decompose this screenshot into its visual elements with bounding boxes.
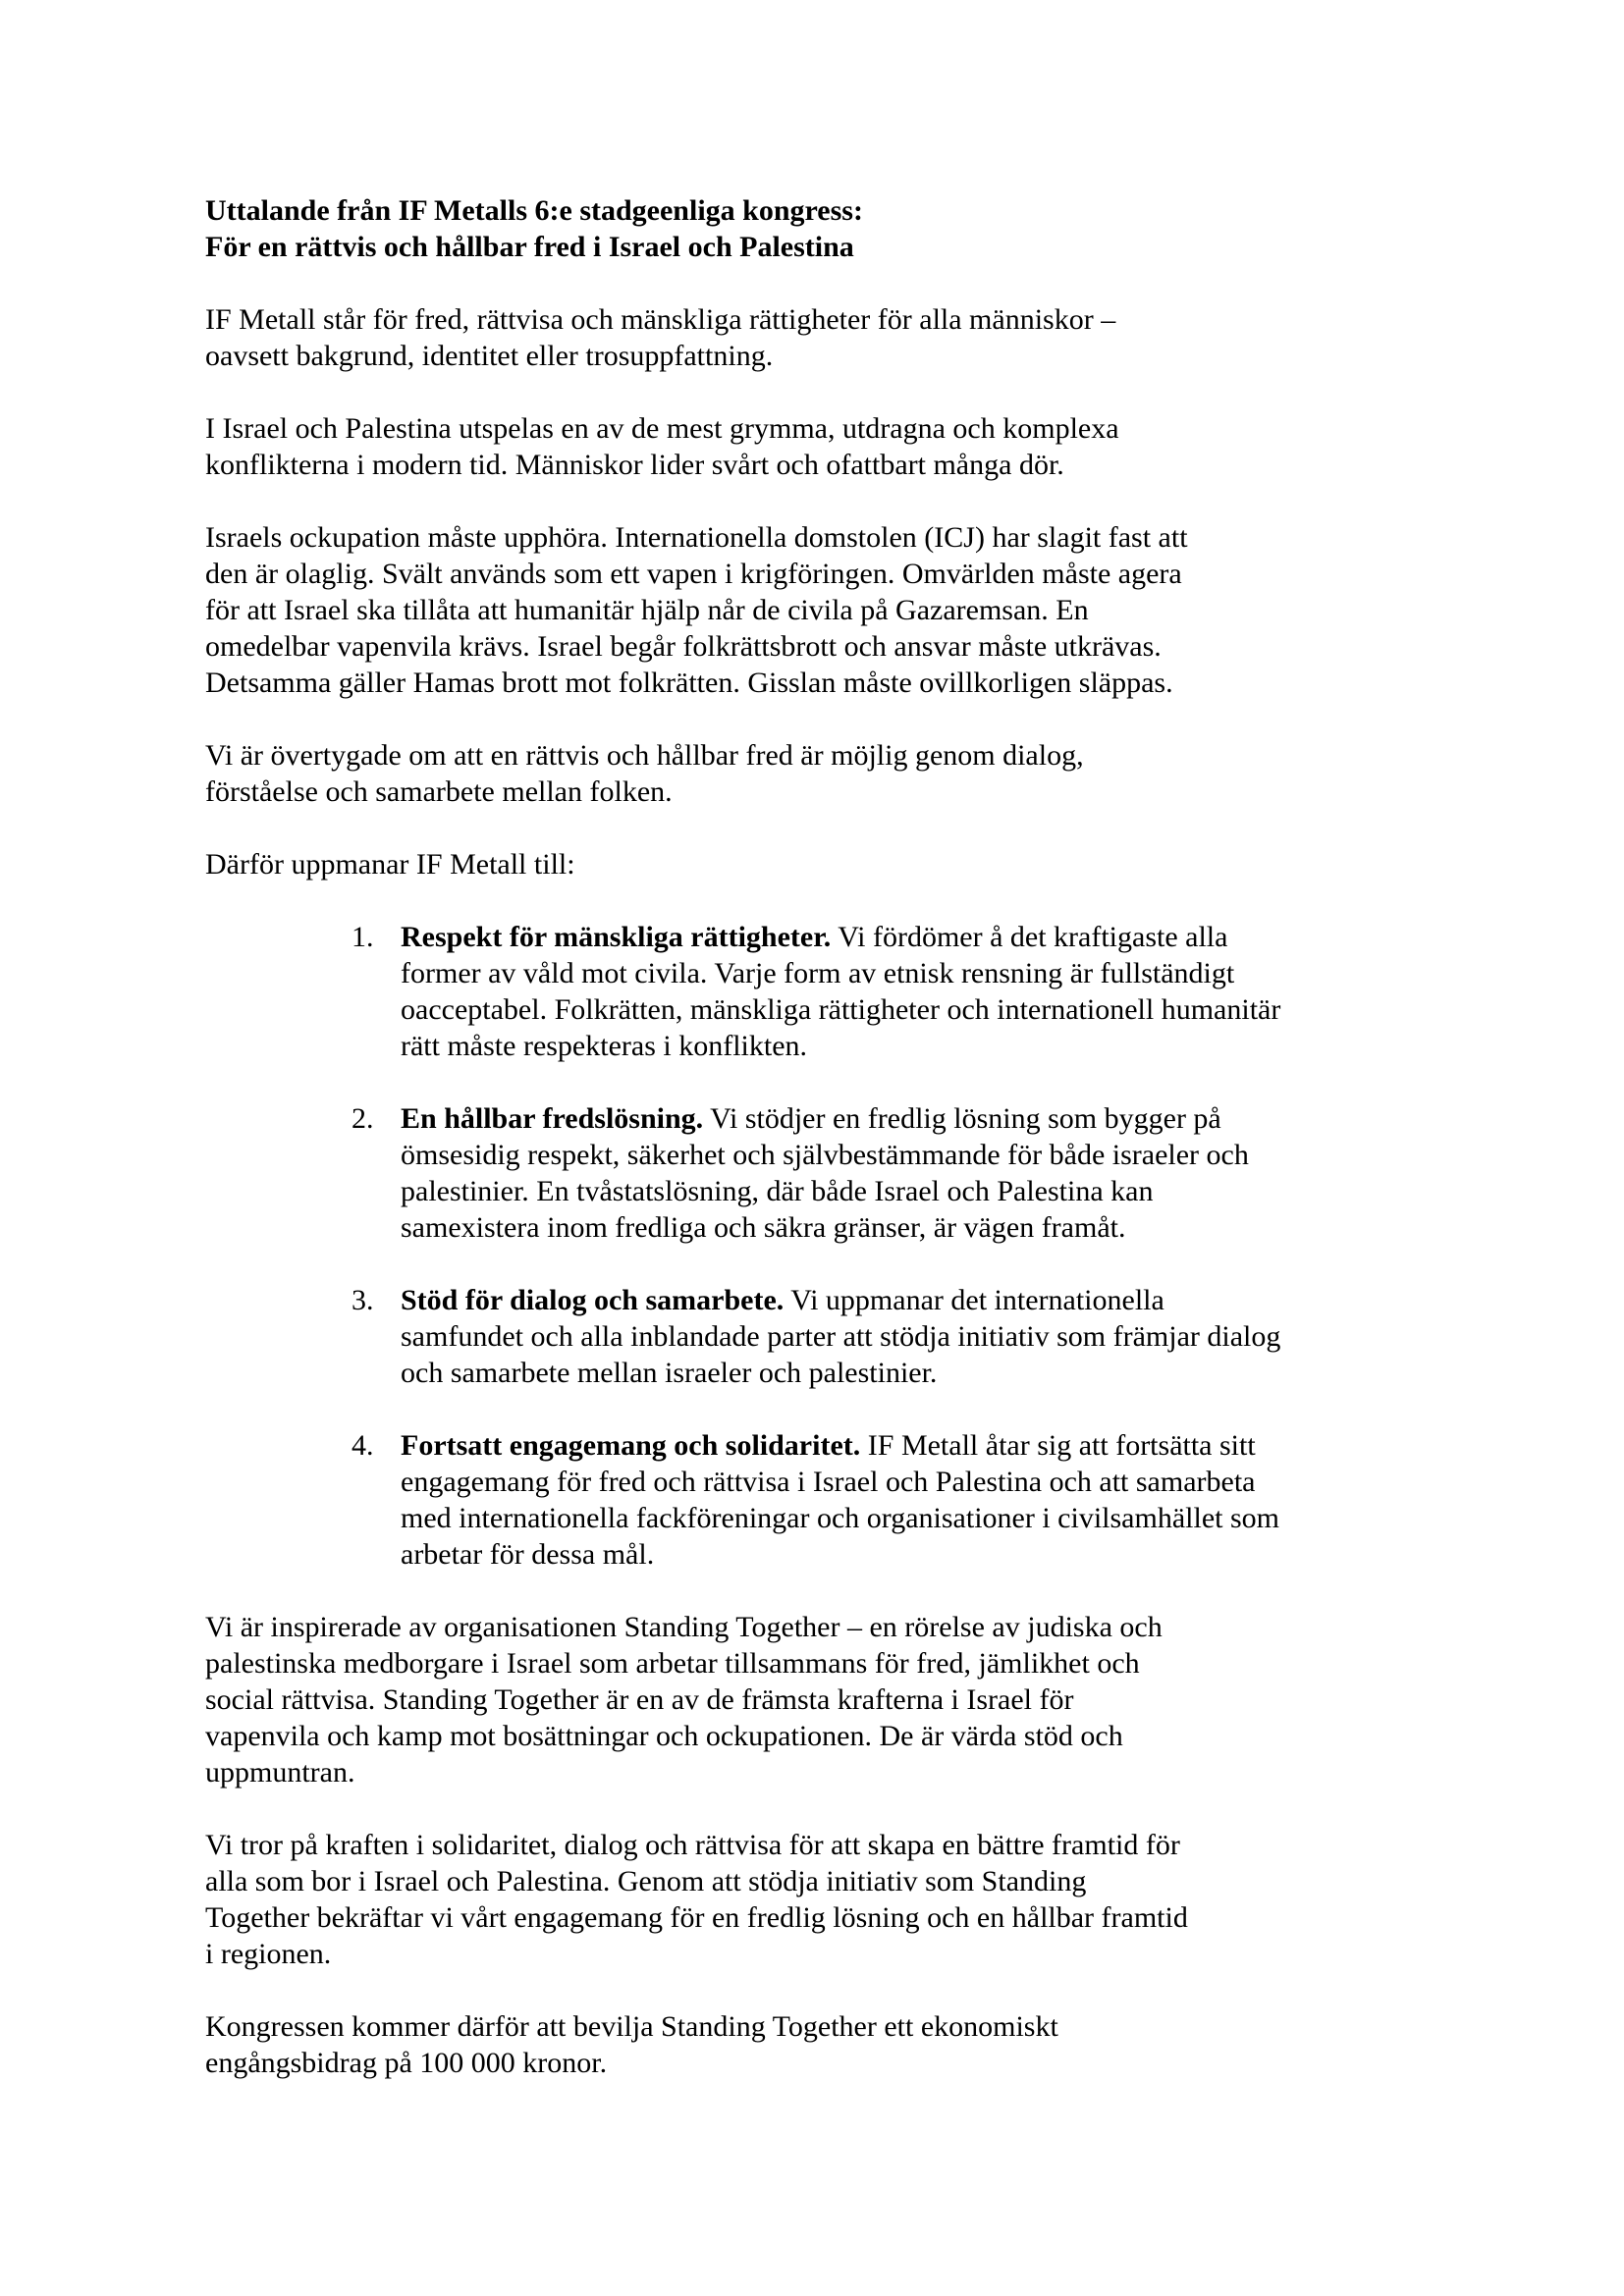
list-item-number: 4. bbox=[352, 1429, 374, 1462]
list-item-number: 2. bbox=[352, 1102, 374, 1135]
list-item-lead: Stöd för dialog och samarbete. bbox=[401, 1284, 785, 1316]
paragraph-line: den är olaglig. Svält används som ett vapen i krigföringen. Omvärlden måste agera bbox=[205, 558, 1182, 590]
paragraph bbox=[205, 737, 1364, 810]
list-item-line bbox=[401, 1427, 1364, 1464]
list-item-line: palestinier. En tvåstatslösning, där både Israel och Palestina kan bbox=[401, 1175, 1154, 1207]
list-item bbox=[205, 1282, 1364, 1391]
paragraph-line: uppmuntran. bbox=[205, 1756, 355, 1789]
paragraph-line: Together bekräftar vi vårt engagemang för en fredlig lösning och en hållbar framtid bbox=[205, 1901, 1188, 1934]
title-line: För en rättvis och hållbar fred i Israel och Palestina bbox=[205, 231, 854, 263]
list-item bbox=[205, 1427, 1364, 1573]
paragraph-line: engångsbidrag på 100 000 kronor. bbox=[205, 2047, 608, 2079]
paragraph-line: alla som bor i Israel och Palestina. Genom att stödja initiativ som Standing bbox=[205, 1865, 1087, 1897]
paragraph-line: Israels ockupation måste upphöra. Internationella domstolen (ICJ) har slagit fast att bbox=[205, 521, 1188, 554]
list-item-line: former av våld mot civila. Varje form av etnisk rensning är fullständigt bbox=[401, 957, 1235, 989]
list-item-line: samfundet och alla inblandade parter att stödja initiativ som främjar dialog bbox=[401, 1320, 1281, 1353]
paragraph bbox=[205, 1827, 1364, 1972]
paragraph-line: vapenvila och kamp mot bosättningar och ockupationen. De är värda stöd och bbox=[205, 1720, 1123, 1752]
list-item bbox=[205, 919, 1364, 1064]
paragraph bbox=[205, 301, 1364, 374]
paragraph-line: IF Metall står för fred, rättvisa och mänskliga rättigheter för alla människor – bbox=[205, 303, 1116, 336]
paragraph-line: för att Israel ska tillåta att humanitär hjälp når de civila på Gazaremsan. En bbox=[205, 594, 1089, 626]
list-item-line: rätt måste respekteras i konflikten. bbox=[401, 1030, 808, 1062]
paragraph-line: social rättvisa. Standing Together är en av de främsta krafterna i Israel för bbox=[205, 1683, 1074, 1716]
list-item-number: 1. bbox=[352, 921, 374, 953]
list-item-lead: Respekt för mänskliga rättigheter. bbox=[401, 921, 832, 953]
paragraph-line: Vi tror på kraften i solidaritet, dialog och rättvisa för att skapa en bättre framtid för bbox=[205, 1829, 1180, 1861]
paragraph-line: Vi är inspirerade av organisationen Standing Together – en rörelse av judiska och bbox=[205, 1611, 1163, 1643]
paragraph-line: i regionen. bbox=[205, 1938, 332, 1970]
list-item-line: engagemang för fred och rättvisa i Israel och Palestina och att samarbeta bbox=[401, 1466, 1256, 1498]
paragraph-line: Detsamma gäller Hamas brott mot folkrätten. Gisslan måste ovillkorligen släppas. bbox=[205, 667, 1173, 699]
paragraph-line: omedelbar vapenvila krävs. Israel begår folkrättsbrott och ansvar måste utkrävas. bbox=[205, 630, 1162, 663]
list-item-line: samexistera inom fredliga och säkra gränser, är vägen framåt. bbox=[401, 1211, 1126, 1244]
paragraph-line: Kongressen kommer därför att bevilja Standing Together ett ekonomiskt bbox=[205, 2010, 1058, 2043]
list-item-line-text: Vi stödjer en fredlig lösning som bygger på bbox=[710, 1102, 1221, 1135]
document-title bbox=[205, 192, 1364, 265]
list-item-line: med internationella fackföreningar och organisationer i civilsamhället som bbox=[401, 1502, 1279, 1534]
paragraph-line: förståelse och samarbete mellan folken. bbox=[205, 775, 673, 808]
list-item-line bbox=[401, 1282, 1364, 1318]
list-item-line-text: IF Metall åtar sig att fortsätta sitt bbox=[867, 1429, 1256, 1462]
paragraph-line: Vi är övertygade om att en rättvis och hållbar fred är möjlig genom dialog, bbox=[205, 739, 1084, 772]
list-item-line: oacceptabel. Folkrätten, mänskliga rättigheter och internationell humanitär bbox=[401, 993, 1281, 1026]
list-item-line: ömsesidig respekt, säkerhet och självbestämmande för både israeler och bbox=[401, 1139, 1249, 1171]
paragraph bbox=[205, 519, 1364, 701]
list-item-line-text: Vi fördömer å det kraftigaste alla bbox=[838, 921, 1228, 953]
list-item-line: och samarbete mellan israeler och palestinier. bbox=[401, 1357, 938, 1389]
title-line: Uttalande från IF Metalls 6:e stadgeenliga kongress: bbox=[205, 194, 863, 227]
paragraph bbox=[205, 2008, 1364, 2081]
paragraph bbox=[205, 1609, 1364, 1790]
list-item-line-text: Vi uppmanar det internationella bbox=[790, 1284, 1164, 1316]
list-item-line: arbetar för dessa mål. bbox=[401, 1538, 655, 1571]
paragraph bbox=[205, 410, 1364, 483]
numbered-list bbox=[205, 919, 1364, 1573]
paragraph-line: palestinska medborgare i Israel som arbetar tillsammans för fred, jämlikhet och bbox=[205, 1647, 1140, 1680]
list-item-line bbox=[401, 1100, 1364, 1137]
list-item-lead: Fortsatt engagemang och solidaritet. bbox=[401, 1429, 861, 1462]
paragraph-line: Därför uppmanar IF Metall till: bbox=[205, 848, 575, 881]
paragraph-line: I Israel och Palestina utspelas en av de mest grymma, utdragna och komplexa bbox=[205, 412, 1119, 445]
list-item-number: 3. bbox=[352, 1284, 374, 1316]
document-content bbox=[205, 192, 1364, 2117]
paragraph bbox=[205, 846, 1364, 882]
paragraph-line: oavsett bakgrund, identitet eller trosuppfattning. bbox=[205, 340, 774, 372]
list-item-lead: En hållbar fredslösning. bbox=[401, 1102, 704, 1135]
list-item-line bbox=[401, 919, 1364, 955]
list-item bbox=[205, 1100, 1364, 1246]
paragraph-line: konflikterna i modern tid. Människor lider svårt och ofattbart många dör. bbox=[205, 449, 1064, 481]
